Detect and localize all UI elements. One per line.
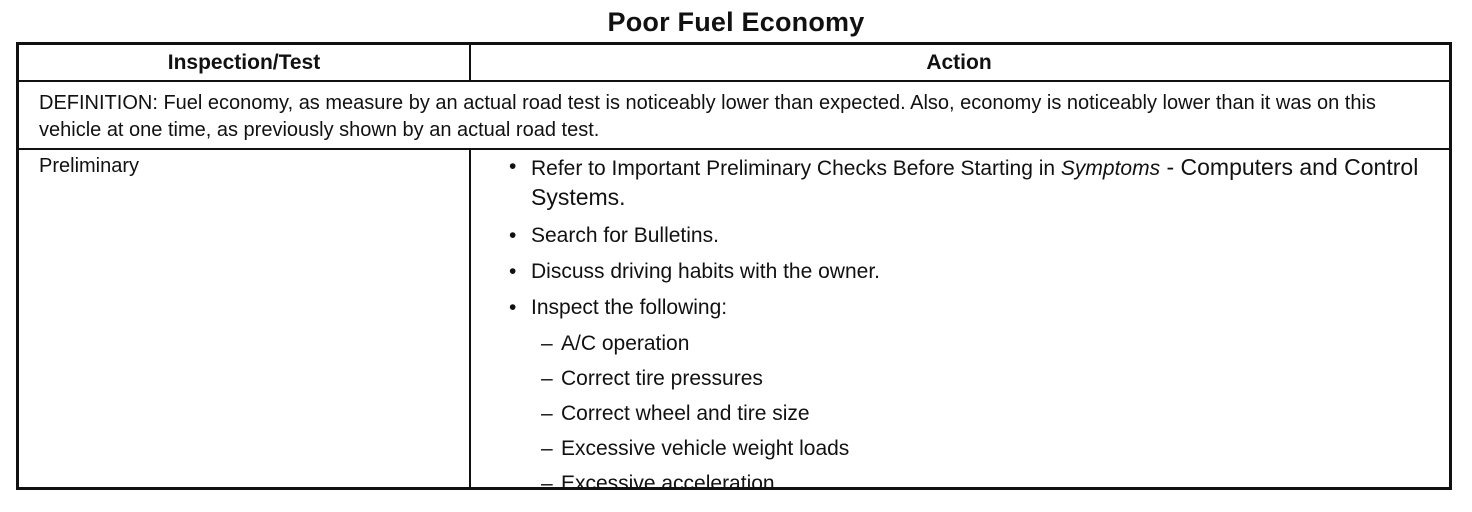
list-item [505,153,1453,213]
sub-item-text: Excessive acceleration [561,472,775,495]
dash-icon: – [541,367,553,390]
column-header-action: Action [926,51,992,74]
dash-icon: – [541,437,553,460]
column-header-inspection: Inspection/Test [19,45,471,80]
sub-item-text: A/C operation [561,332,690,355]
definition-divider [19,148,1449,150]
sub-item-text: Correct wheel and tire size [561,402,810,425]
sub-list-item [505,400,1453,427]
inspection-cell-preliminary: Preliminary [39,155,140,177]
action-cell [505,153,1453,505]
sub-list-item [505,435,1453,462]
bullet-text: Discuss driving habits with the owner. [531,260,880,283]
dash-icon: – [541,402,553,425]
list-item [505,258,1453,285]
definition-text: DEFINITION: Fuel economy, as measure by an actual road test is noticeably lower than expected. Also, economy is noticeably lower than it was on this vehicle at one time, as previously shown by an actual road test. [39,92,1376,141]
sub-item-text: Correct tire pressures [561,367,763,390]
list-item [505,294,1453,321]
bullet-text: Search for Bulletins. [531,224,719,247]
bullet-text: Inspect the following: [531,296,728,319]
list-item [505,222,1453,249]
page-title: Poor Fuel Economy [607,7,865,37]
bullet-text-suffix: - Computers and Control Systems. [531,154,1419,210]
bullet-icon: • [509,224,517,247]
dash-icon: – [541,472,553,495]
sub-list-item [505,470,1453,497]
bullet-text-prefix: Refer to Important Preliminary Checks Before Starting in [531,157,1061,180]
sub-item-text: Excessive vehicle weight loads [561,437,850,460]
bullet-icon: • [509,155,517,178]
column-divider [469,150,471,487]
bullet-icon: • [509,296,517,319]
bullet-text-italic: Symptoms [1060,157,1161,180]
dash-icon: – [541,332,553,355]
diagnostic-table [16,42,1452,495]
header-divider [19,80,1449,82]
sub-list-item [505,330,1453,357]
bullet-icon: • [509,260,517,283]
sub-list-item [505,365,1453,392]
